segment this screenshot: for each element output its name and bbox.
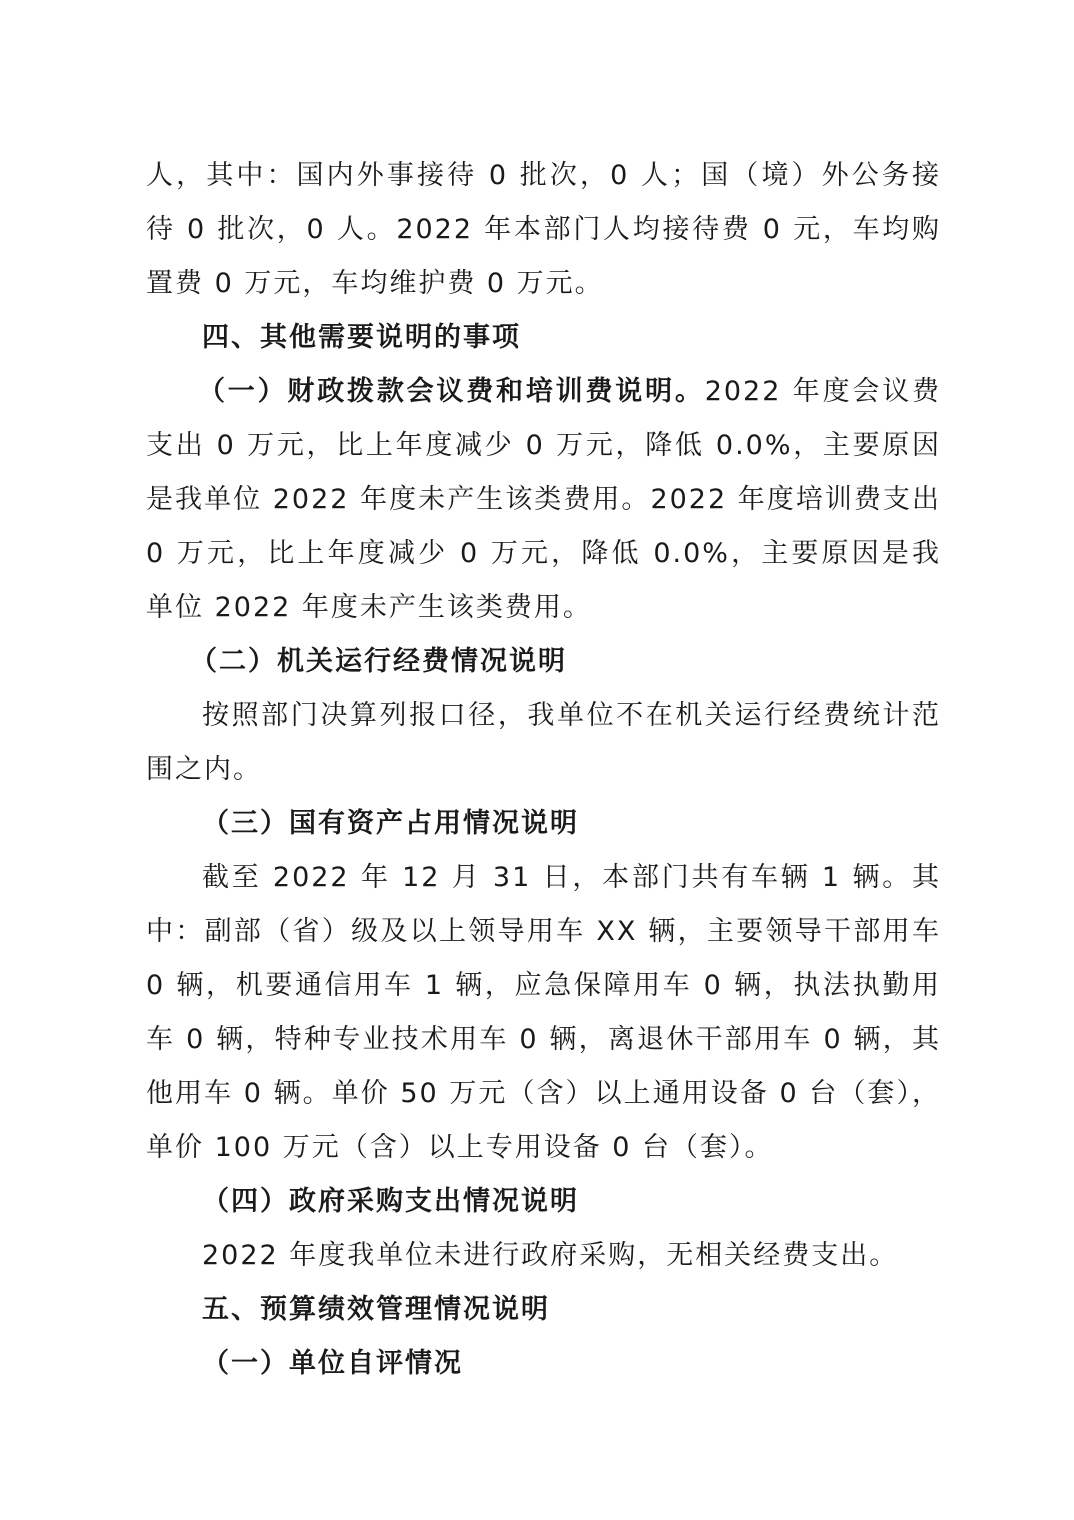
paragraph-4-1-body: 2022 年度会议费支出 0 万元，比上年度减少 0 万元，降低 0.0%，主要原因是我单位 2022 年度未产生该类费用。2022 年度培训费支出 0 万元，比上年度减少 0 万元，降低 0.0%，主要原因是我单位 2022 年度未产生该类费用。 xyxy=(146,376,942,623)
subheading-5-1: （一）单位自评情况 xyxy=(202,1348,463,1379)
paragraph-reception-continued: 人，其中：国内外事接待 0 批次，0 人；国（境）外公务接待 0 批次，0 人。2022 年本部门人均接待费 0 元，车均购置费 0 万元，车均维护费 0 万元。 xyxy=(146,160,941,299)
subheading-4-1: （一）财政拨款会议费和培训费说明。 xyxy=(198,376,705,407)
paragraph-meeting-training xyxy=(146,365,941,635)
heading-section-5: 五、预算绩效管理情况说明 xyxy=(202,1294,550,1325)
heading-section-4: 四、其他需要说明的事项 xyxy=(202,322,521,353)
subheading-4-3: （三）国有资产占用情况说明 xyxy=(202,808,579,839)
subheading-4-2: （二）机关运行经费情况说明 xyxy=(190,646,567,677)
paragraph-operating-expenses: 按照部门决算列报口径，我单位不在机关运行经费统计范围之内。 xyxy=(146,700,941,785)
subheading-4-4: （四）政府采购支出情况说明 xyxy=(202,1186,579,1217)
paragraph-government-procurement: 2022 年度我单位未进行政府采购，无相关经费支出。 xyxy=(202,1240,899,1271)
paragraph-state-assets: 截至 2022 年 12 月 31 日，本部门共有车辆 1 辆。其中：副部（省）级及以上领导用车 XX 辆，主要领导干部用车 0 辆，机要通信用车 1 辆，应急保障用车 0 辆，执法执勤用车 0 辆，特种专业技术用车 0 辆，离退休干部用车 0 辆，其他用车 0 辆。单价 50 万元（含）以上通用设备 0 台（套），单价 100 万元（含）以上专用设备 0 台（套）。 xyxy=(146,862,941,1163)
